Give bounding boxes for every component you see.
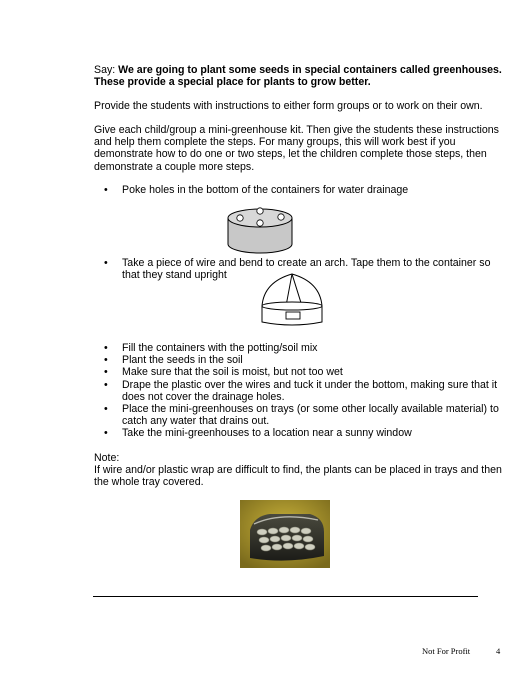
footer-label: Not For Profit bbox=[422, 646, 471, 656]
page-number: 4 bbox=[496, 646, 501, 656]
step-sunny-window: • Take the mini-greenhouses to a location near a sunny window bbox=[94, 427, 504, 439]
note-title: Note: bbox=[94, 452, 120, 464]
greenhouse-tray-photo bbox=[240, 500, 330, 568]
instructions-paragraph: Provide the students with instructions to either form groups or to work on their own. bbox=[94, 100, 483, 112]
step-list-first bbox=[94, 184, 504, 196]
step-moist-soil: • Make sure that the soil is moist, but not too wet bbox=[94, 366, 504, 378]
say-statement: We are going to plant some seeds in special containers called greenhouses. These provide a special place for plants to grow better. bbox=[94, 64, 502, 89]
note-body: If wire and/or plastic wrap are difficult to find, the plants can be placed in trays and then the whole tray covered. bbox=[94, 464, 502, 489]
step-drape-plastic: • Drape the plastic over the wires and tuck it under the bottom, making sure that it does not cover the drainage holes. bbox=[94, 379, 504, 403]
step-wire-arch: • Take a piece of wire and bend to create an arch. Tape them to the container so that they stand upright bbox=[94, 257, 504, 281]
kit-paragraph: Give each child/group a mini-greenhouse kit. Then give the students these instructions and help them complete the steps. For many groups, this will work best if you demonstrate how to do one or two steps, let the children complete those steps, then demonstrate a couple more steps. bbox=[94, 124, 499, 173]
wire-arch-figure bbox=[256, 270, 328, 330]
say-prefix: Say: bbox=[94, 64, 119, 76]
step-fill-soil: • Fill the containers with the potting/soil mix bbox=[94, 342, 504, 354]
footer-divider bbox=[93, 596, 478, 597]
step-list-rest bbox=[94, 342, 504, 440]
step-plant-seeds: • Plant the seeds in the soil bbox=[94, 354, 504, 366]
step-place-trays: • Place the mini-greenhouses on trays (or some other locally available material) to catch any water that drains out. bbox=[94, 403, 504, 427]
say-paragraph bbox=[94, 64, 504, 88]
step-poke-holes: • Poke holes in the bottom of the containers for water drainage bbox=[94, 184, 504, 196]
container-holes-figure bbox=[224, 204, 296, 256]
